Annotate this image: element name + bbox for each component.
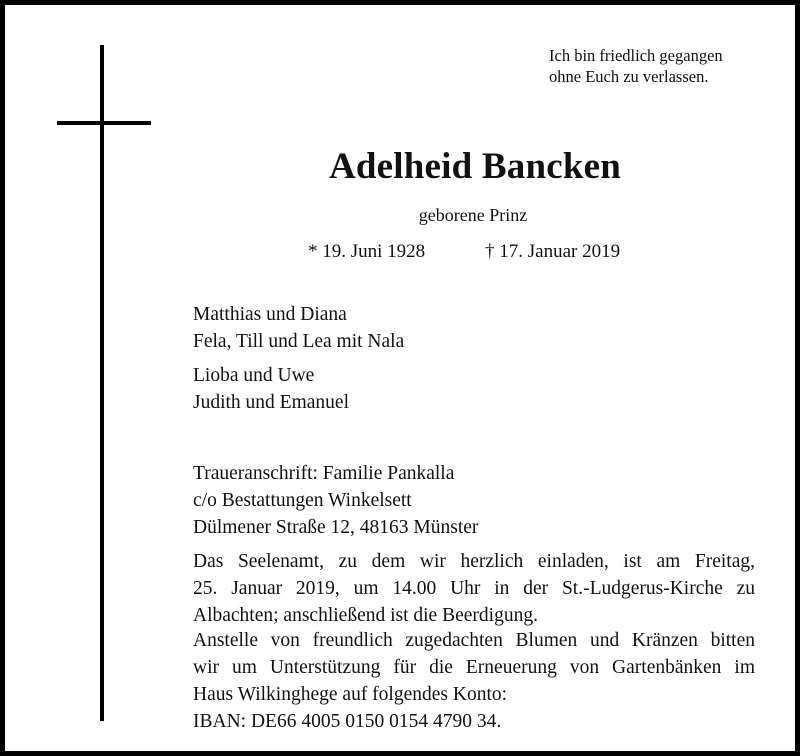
death-date: † 17. Januar 2019	[485, 241, 621, 262]
service-line: Albachten; anschließend ist die Beerdigung.	[193, 605, 538, 626]
epitaph-line: Ich bin friedlich gegangen	[549, 46, 723, 65]
service-line: Das Seelenamt, zu dem wir herzlich einladen, ist am Freitag,	[193, 551, 755, 572]
address-line: c/o Bestattungen Winkelsett	[193, 490, 412, 511]
mourner-line: Matthias und Diana	[193, 304, 347, 325]
request-line: Anstelle von freundlich zugedachten Blumen und Kränzen bitten	[193, 630, 755, 651]
epitaph-line: ohne Euch zu verlassen.	[549, 67, 709, 86]
address-line: Traueranschrift: Familie Pankalla	[193, 463, 455, 484]
cross-horizontal-bar	[57, 121, 151, 125]
service-announcement	[193, 548, 755, 629]
epitaph-quote	[549, 45, 723, 87]
mourner-line: Lioba und Uwe	[193, 365, 315, 386]
service-line: 25. Januar 2019, um 14.00 Uhr in der St.-Ludgerus-Kirche zu	[193, 578, 755, 599]
donation-request	[193, 627, 755, 735]
mourners-group	[193, 301, 404, 355]
request-line: wir um Unterstützung für die Erneuerung von Gartenbänken im	[193, 657, 755, 678]
mourner-line: Fela, Till und Lea mit Nala	[193, 331, 405, 352]
address-line: Dülmener Straße 12, 48163 Münster	[193, 517, 479, 538]
deceased-name: Adelheid Bancken	[328, 146, 622, 187]
birth-date: * 19. Juni 1928	[308, 241, 426, 262]
mourners-group	[193, 362, 349, 416]
request-line: Haus Wilkinghege auf folgendes Konto:	[193, 684, 508, 705]
mourner-line: Judith und Emanuel	[193, 392, 349, 413]
maiden-name: geborene Prinz	[418, 205, 528, 225]
mourning-address	[193, 460, 478, 541]
iban-line: IBAN: DE66 4005 0150 0154 4790 34.	[193, 711, 502, 732]
